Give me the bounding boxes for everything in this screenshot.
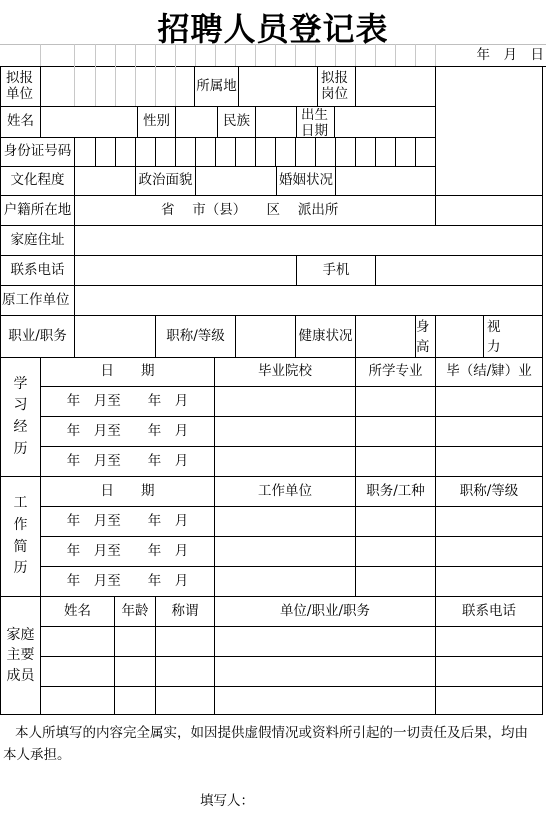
apply-post-label: 拟报岗位 [321, 69, 348, 102]
education-input[interactable] [75, 167, 135, 195]
study-header-major: 所学专业 [368, 363, 423, 380]
location-input[interactable] [239, 67, 317, 106]
work-header-position: 职务/工种 [366, 482, 425, 499]
title-level-label: 职称/等级 [166, 327, 225, 344]
ethnicity-label: 民族 [223, 113, 250, 130]
family-header-relation: 称谓 [171, 602, 199, 619]
form-title: 招聘人员登记表 [157, 10, 389, 48]
title-level-input[interactable] [236, 316, 295, 357]
apply-post-input[interactable] [356, 67, 435, 106]
declaration-text: 本人所填写的内容完全属实，如因提供虚假情况或资料所引起的一切责任及后果，均由本人承担。 [3, 725, 528, 763]
study-row-2-period[interactable]: 年 月至 年 月 [66, 422, 189, 439]
birth-date-label: 出生日期 [301, 108, 328, 137]
political-status-input[interactable] [196, 167, 276, 195]
apply-unit-label: 拟报单位 [6, 69, 33, 102]
location-label: 所属地 [196, 77, 237, 94]
work-section-label [1, 477, 40, 596]
political-status-label: 政治面貌 [138, 172, 193, 189]
occupation-label: 职业/职务 [8, 327, 67, 344]
section-label-char: 简 [13, 538, 28, 555]
health-input[interactable] [356, 316, 415, 357]
occupation-input[interactable] [75, 316, 155, 357]
vision-input[interactable] [505, 316, 542, 357]
birth-date-input[interactable] [335, 107, 435, 137]
ethnicity-input[interactable] [256, 107, 296, 137]
home-address-input[interactable] [75, 226, 542, 255]
section-label-char: 学 [13, 375, 28, 392]
former-employer-label: 原工作单位 [2, 291, 70, 308]
id-number-label: 身份证号码 [3, 143, 72, 160]
mobile-input[interactable] [376, 256, 542, 285]
mobile-label: 手机 [322, 261, 350, 278]
study-header-date: 日 期 [100, 363, 155, 380]
height-input[interactable] [436, 316, 483, 357]
name-input[interactable] [41, 107, 137, 137]
id-number-input[interactable] [75, 138, 435, 166]
work-header-date: 日 期 [100, 482, 155, 499]
family-header-employer: 单位/职业/职务 [279, 602, 371, 619]
signer-label: 填写人： [200, 793, 254, 809]
section-label-char: 历 [13, 440, 28, 457]
contact-phone-input[interactable] [75, 256, 296, 285]
study-row-1-period[interactable]: 年 月至 年 月 [66, 392, 189, 409]
family-header-phone: 联系电话 [462, 602, 516, 619]
health-label: 健康状况 [298, 327, 353, 344]
family-section-label-line: 家庭 [6, 627, 35, 644]
contact-phone-label: 联系电话 [10, 261, 65, 278]
section-label-char: 工 [13, 495, 28, 512]
work-header-title: 职称/等级 [459, 482, 519, 499]
study-header-graduation: 毕（结/肄）业 [446, 363, 532, 380]
family-section-label-line: 成员 [6, 667, 35, 684]
family-section-label-line: 主要 [6, 647, 35, 664]
date-header: 年 月 日 [476, 46, 544, 63]
work-row-2-period[interactable]: 年 月至 年 月 [66, 542, 189, 559]
name-label: 姓名 [7, 113, 34, 130]
apply-unit-input[interactable] [41, 67, 194, 106]
study-header-school: 毕业院校 [258, 363, 312, 380]
gender-input[interactable] [176, 107, 217, 137]
work-row-3-period[interactable]: 年 月至 年 月 [66, 572, 189, 589]
family-section-label [1, 597, 40, 714]
household-input[interactable]: 省 市（县） 区 派出所 [161, 201, 339, 218]
height-label: 身高 [416, 318, 430, 355]
study-row-3-period[interactable]: 年 月至 年 月 [66, 452, 189, 469]
family-header-age: 年龄 [121, 602, 149, 619]
photo-area[interactable] [436, 67, 542, 195]
home-address-label: 家庭住址 [10, 231, 65, 248]
gender-label: 性别 [143, 113, 170, 130]
section-label-char: 作 [13, 516, 28, 533]
former-employer-input[interactable] [75, 286, 542, 315]
vision-label: 视力 [487, 318, 501, 355]
work-row-1-period[interactable]: 年 月至 年 月 [66, 512, 189, 529]
family-header-name: 姓名 [64, 602, 91, 619]
work-header-employer: 工作单位 [258, 482, 312, 499]
marital-status-label: 婚姻状况 [279, 172, 333, 189]
section-label-char: 经 [13, 419, 28, 435]
household-label: 户籍所在地 [3, 201, 72, 218]
section-label-char: 习 [13, 397, 28, 414]
section-label-char: 历 [13, 560, 28, 577]
education-label: 文化程度 [10, 172, 65, 189]
marital-status-input[interactable] [336, 167, 435, 195]
study-section-label [1, 358, 40, 476]
